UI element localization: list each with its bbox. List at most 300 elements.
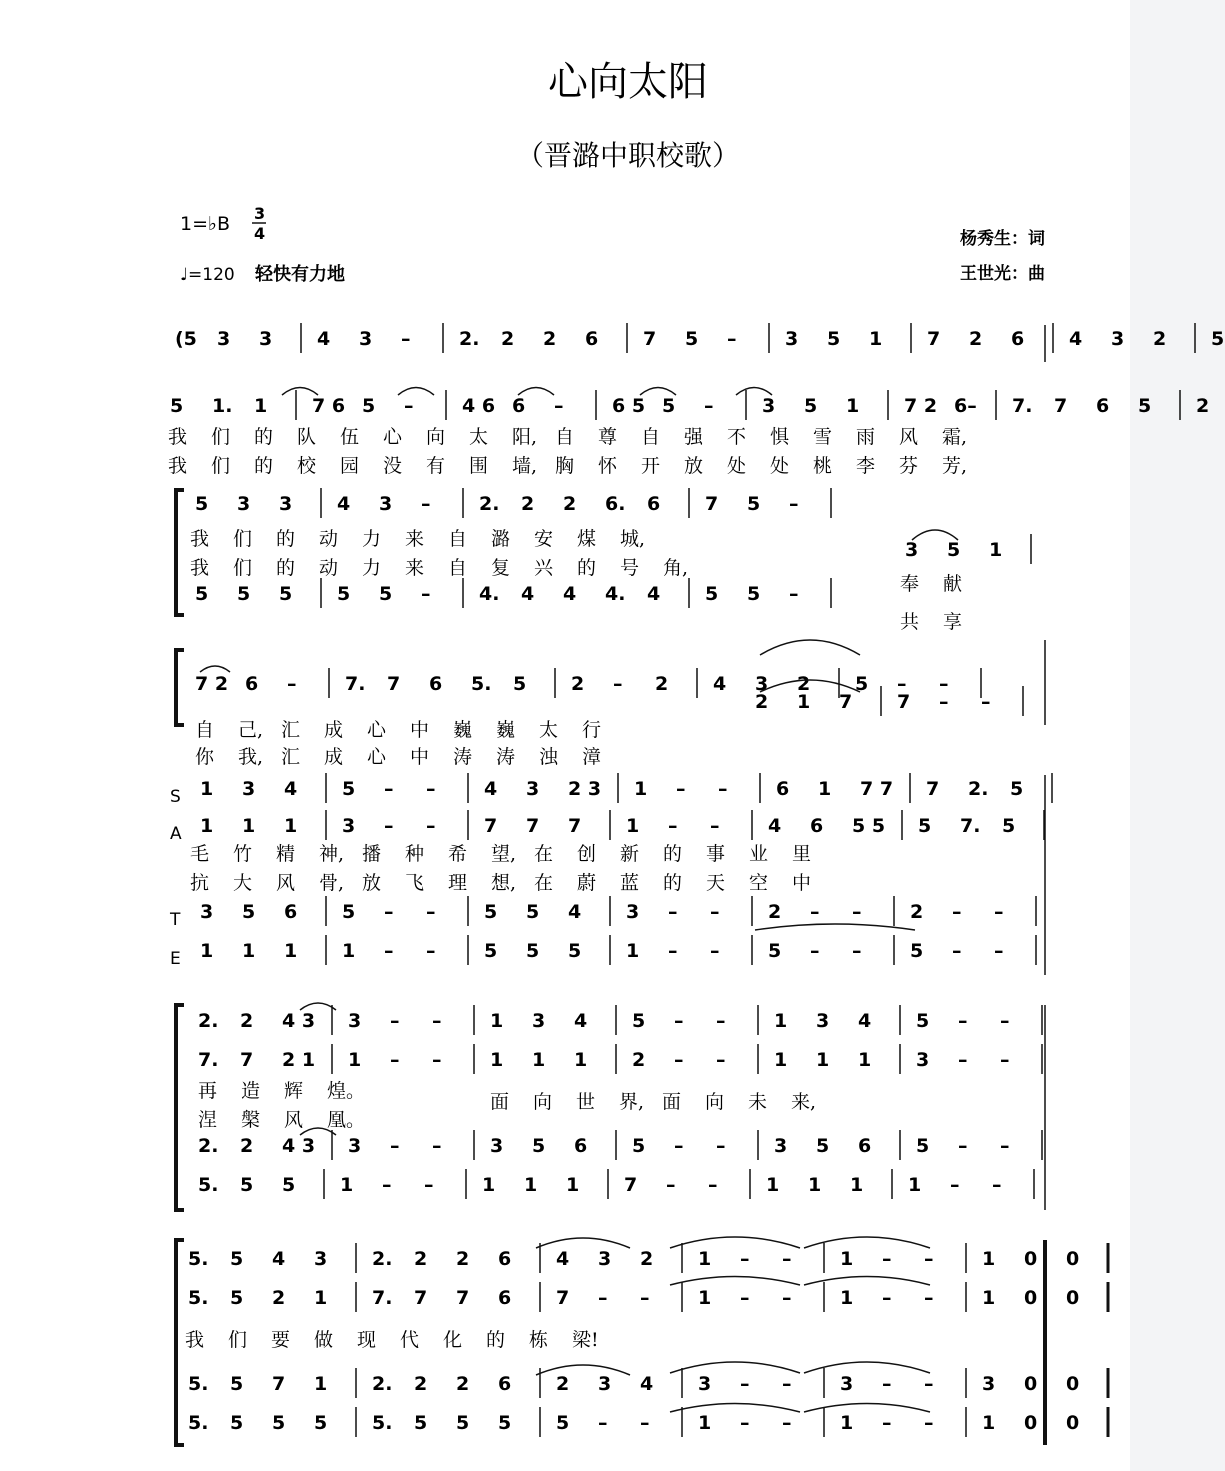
note: – — [924, 1373, 934, 1395]
lyric-char: 涅 — [198, 1109, 218, 1131]
note: 3 — [785, 328, 799, 350]
note: – — [958, 1135, 968, 1157]
lyric-char: 们 — [211, 426, 231, 448]
note: 1 — [626, 940, 640, 962]
note: 7 — [643, 328, 657, 350]
note: 4 — [647, 583, 661, 605]
note: – — [789, 493, 799, 515]
lyric-char: 放 — [684, 455, 704, 477]
note: 3 — [200, 901, 214, 923]
note: 1 — [808, 1174, 822, 1196]
lyric-char: 蔚 — [577, 872, 597, 894]
lyric-char: 心 — [383, 426, 403, 448]
note: 3 — [314, 1248, 328, 1270]
lyric-char: 的 — [276, 557, 296, 579]
lyric-char: 城, — [620, 528, 646, 550]
note: – — [421, 583, 431, 605]
note: – — [674, 1010, 684, 1032]
note: 2 — [456, 1248, 470, 1270]
note: – — [716, 1010, 726, 1032]
note: 6 — [776, 778, 790, 800]
note: 7 — [456, 1287, 470, 1309]
note: 1 — [774, 1049, 788, 1071]
lyric-char: 种 — [405, 843, 425, 865]
note: 3 — [916, 1049, 930, 1071]
note: 1 — [797, 691, 811, 713]
note: 1 — [566, 1174, 580, 1196]
note: 5 — [314, 1412, 328, 1434]
note: 2 — [556, 1373, 570, 1395]
note: 1 — [982, 1287, 996, 1309]
note: 7 — [927, 328, 941, 350]
note: – — [981, 691, 991, 713]
note: 1 — [698, 1412, 712, 1434]
note: 5 — [1002, 815, 1016, 837]
note: 5 — [230, 1287, 244, 1309]
lyric-char: 里 — [792, 843, 812, 865]
note: 1 — [818, 778, 832, 800]
lyric-char: 创 — [577, 843, 597, 865]
note: 4 — [272, 1248, 286, 1270]
note: – — [882, 1248, 892, 1270]
note: 5 — [513, 673, 527, 695]
note: 1 — [200, 940, 214, 962]
note: 1 — [348, 1049, 362, 1071]
note: 3 — [217, 328, 231, 350]
lyric-char: 角, — [663, 557, 689, 579]
note: – — [958, 1049, 968, 1071]
note: – — [554, 395, 564, 417]
note: – — [852, 940, 862, 962]
note: 7 — [556, 1287, 570, 1309]
lyric-char: 力 — [362, 528, 382, 550]
note: 7. — [198, 1049, 219, 1071]
note: 6 — [585, 328, 599, 350]
note: 3 — [982, 1373, 996, 1395]
note: 6 — [810, 815, 824, 837]
lyric-char: 向 — [533, 1091, 553, 1113]
lyric-char: 我, — [238, 746, 264, 768]
note: 1 — [200, 815, 214, 837]
note: 5 — [747, 583, 761, 605]
note: – — [676, 778, 686, 800]
note: 1 — [698, 1287, 712, 1309]
note: 1 — [982, 1248, 996, 1270]
note: 2 — [272, 1287, 286, 1309]
note: 5 — [568, 940, 582, 962]
note: 6 — [1096, 395, 1110, 417]
note: 5 — [827, 328, 841, 350]
note: 1 — [840, 1287, 854, 1309]
lyric-char: 处 — [727, 455, 747, 477]
note: 5 — [195, 493, 209, 515]
lyric-char: 雪 — [813, 426, 833, 448]
note: 0 — [1066, 1412, 1080, 1434]
note: 5 — [556, 1412, 570, 1434]
note: – — [939, 673, 949, 695]
note: 2 — [543, 328, 557, 350]
note: 0 — [1024, 1287, 1038, 1309]
note: – — [994, 901, 1004, 923]
lyric-char: 空 — [749, 872, 769, 894]
note: 4 — [713, 673, 727, 695]
note: 5 — [362, 395, 376, 417]
note: 7. — [372, 1287, 393, 1309]
lyric-char: 自 — [448, 528, 468, 550]
note: 5 — [804, 395, 818, 417]
note: 1 — [908, 1174, 922, 1196]
note: – — [952, 901, 962, 923]
note: – — [710, 940, 720, 962]
note: (5 — [175, 328, 197, 350]
lyric-char: 们 — [233, 557, 253, 579]
lyric-char: 胸 — [555, 455, 575, 477]
note: – — [1000, 1049, 1010, 1071]
note: – — [287, 673, 297, 695]
note: 5 — [662, 395, 676, 417]
lyric-char: 精 — [276, 843, 296, 865]
note: – — [421, 493, 431, 515]
note: 5 — [532, 1135, 546, 1157]
note: 3 — [1111, 328, 1125, 350]
note: 3 — [359, 328, 373, 350]
note: 5. — [471, 673, 492, 695]
note: 3 — [598, 1248, 612, 1270]
note: 5. — [188, 1287, 209, 1309]
note: 1 — [869, 328, 883, 350]
lyric-char: 汇 — [281, 746, 301, 768]
note: 5 — [498, 1412, 512, 1434]
lyric-char: 我 — [190, 557, 210, 579]
lyric-char: 希 — [448, 843, 468, 865]
note: 5 — [230, 1412, 244, 1434]
lyric-char: 惧 — [770, 426, 790, 448]
note: 5 — [379, 583, 393, 605]
lyric-char: 中 — [792, 872, 812, 894]
lyric-char: 向 — [705, 1091, 725, 1113]
note: – — [426, 940, 436, 962]
time-signature-top: 3 — [254, 204, 266, 223]
lyric-char: 涛 — [453, 746, 473, 768]
note: 3 — [905, 539, 919, 561]
note: – — [390, 1135, 400, 1157]
note: 5 — [816, 1135, 830, 1157]
time-signature-bottom: 4 — [254, 224, 266, 243]
lyric-char: 复 — [491, 557, 511, 579]
tempo-marking: ♩=120 — [180, 265, 235, 285]
note: 5 — [947, 539, 961, 561]
note: – — [716, 1135, 726, 1157]
note: – — [852, 901, 862, 923]
lyric-char: 巍 — [496, 719, 516, 741]
lyric-char: 力 — [362, 557, 382, 579]
note: 4 — [574, 1010, 588, 1032]
note: – — [598, 1412, 608, 1434]
lyric-char: 有 — [426, 455, 446, 477]
lyric-char: 自 — [448, 557, 468, 579]
lyric-char: 天 — [706, 872, 726, 894]
note: 1 — [574, 1049, 588, 1071]
note: 6– — [954, 395, 977, 417]
note: 5 — [242, 901, 256, 923]
note: 7. — [1012, 395, 1033, 417]
note: 7 — [526, 815, 540, 837]
note: 7 — [484, 815, 498, 837]
lyric-char: 心 — [367, 746, 387, 768]
note: 2 — [655, 673, 669, 695]
lyric-char: 的 — [254, 455, 274, 477]
lyric-char: 做 — [314, 1329, 334, 1351]
note: – — [404, 395, 414, 417]
note: – — [782, 1373, 792, 1395]
lyric-char: 兴 — [534, 557, 554, 579]
note: 4 — [1069, 328, 1083, 350]
lyric-char: 理 — [448, 872, 468, 894]
note: 2 — [768, 901, 782, 923]
note: 5 — [456, 1412, 470, 1434]
note: – — [727, 328, 737, 350]
lyric-char: 向 — [426, 426, 446, 448]
note: – — [782, 1412, 792, 1434]
note: – — [666, 1174, 676, 1196]
note: 6 — [498, 1287, 512, 1309]
note: 5 — [337, 583, 351, 605]
note: 5 — [414, 1412, 428, 1434]
note: – — [390, 1010, 400, 1032]
note: 5 — [855, 673, 869, 695]
lyric-char: 放 — [362, 872, 382, 894]
note: 3 — [626, 901, 640, 923]
lyric-char: 未 — [748, 1091, 768, 1113]
note: – — [882, 1373, 892, 1395]
note: 7 — [568, 815, 582, 837]
note: 1 — [846, 395, 860, 417]
lyric-char: 享 — [943, 611, 963, 633]
note: 5 — [916, 1135, 930, 1157]
note: – — [384, 940, 394, 962]
lyric-char: 我 — [185, 1329, 205, 1351]
composer-credit: 王世光：曲 — [960, 264, 1045, 284]
lyric-char: 骨, — [319, 872, 345, 894]
note: – — [939, 691, 949, 713]
note: – — [668, 815, 678, 837]
note: 5 — [279, 583, 293, 605]
lyric-char: 世 — [576, 1091, 596, 1113]
note: – — [882, 1287, 892, 1309]
lyric-char: 阳, — [512, 426, 538, 448]
note: 5 — [484, 901, 498, 923]
note: 5 — [282, 1174, 296, 1196]
note: 4 6 — [462, 395, 496, 417]
note: 1 — [490, 1010, 504, 1032]
lyric-char: 煌。 — [327, 1080, 366, 1102]
note: 2 — [414, 1373, 428, 1395]
lyric-char: 代 — [400, 1329, 420, 1351]
note: – — [810, 901, 820, 923]
note: 5 — [918, 815, 932, 837]
lyric-char: 播 — [362, 843, 382, 865]
lyric-char: 自 — [641, 426, 661, 448]
note: 4 — [337, 493, 351, 515]
note: 2. — [372, 1373, 393, 1395]
lyric-char: 的 — [276, 528, 296, 550]
note: 3 — [379, 493, 393, 515]
note: 1 — [524, 1174, 538, 1196]
note: 0 — [1024, 1412, 1038, 1434]
note: 6 — [284, 901, 298, 923]
note: 1 — [774, 1010, 788, 1032]
lyric-char: 竹 — [233, 843, 253, 865]
note: 1 — [698, 1248, 712, 1270]
note: 1 — [314, 1287, 328, 1309]
lyric-char: 们 — [211, 455, 231, 477]
note: 2 — [797, 673, 811, 695]
note: 5. — [188, 1248, 209, 1270]
note: – — [674, 1049, 684, 1071]
note: 0 — [1066, 1248, 1080, 1270]
lyric-char: 我 — [168, 455, 188, 477]
lyric-char: 太 — [539, 719, 559, 741]
note: 5 — [237, 583, 251, 605]
note: 1 — [532, 1049, 546, 1071]
note: – — [782, 1248, 792, 1270]
note: 7 2 — [904, 395, 938, 417]
note: – — [426, 901, 436, 923]
note: – — [426, 815, 436, 837]
lyric-char: 中 — [410, 746, 430, 768]
part-label-tenor: T — [170, 910, 181, 930]
note: 7 — [387, 673, 401, 695]
note: 5 — [1138, 395, 1152, 417]
note: 1 — [766, 1174, 780, 1196]
lyric-char: 李 — [856, 455, 876, 477]
note: 6 — [858, 1135, 872, 1157]
expression-marking: 轻快有力地 — [255, 264, 345, 285]
lyric-char: 你 — [195, 746, 215, 768]
note: 2. — [372, 1248, 393, 1270]
note: 2 — [240, 1010, 254, 1032]
lyric-char: 浊 — [539, 746, 559, 768]
note: 2 — [910, 901, 924, 923]
lyric-char: 成 — [324, 719, 344, 741]
note: 0 — [1024, 1373, 1038, 1395]
note: 4 3 — [282, 1010, 316, 1032]
note: – — [640, 1412, 650, 1434]
note: – — [1000, 1135, 1010, 1157]
lyric-char: 梁! — [572, 1329, 599, 1351]
key-signature: 1=♭B — [180, 213, 231, 235]
lyric-char: 自 — [195, 719, 215, 741]
note: – — [401, 328, 411, 350]
lyric-char: 再 — [198, 1080, 218, 1102]
note: 2 — [969, 328, 983, 350]
note: 3 — [816, 1010, 830, 1032]
note: 7 — [1054, 395, 1068, 417]
lyric-char: 芳, — [942, 455, 968, 477]
note: – — [952, 940, 962, 962]
lyric-char: 不 — [727, 426, 747, 448]
note: 2 1 — [282, 1049, 316, 1071]
lyric-char: 辉 — [284, 1080, 304, 1102]
note: 1 — [858, 1049, 872, 1071]
lyric-char: 成 — [324, 746, 344, 768]
note: 5 — [240, 1174, 254, 1196]
note: 3 — [242, 778, 256, 800]
lyric-char: 安 — [534, 528, 554, 550]
lyric-char: 飞 — [405, 872, 425, 894]
lyric-char: 自 — [555, 426, 575, 448]
lyric-char: 煤 — [577, 528, 597, 550]
lyric-char: 的 — [663, 843, 683, 865]
lyric-char: 凰。 — [327, 1109, 366, 1131]
note: 6 5 — [612, 395, 646, 417]
note: 4 — [284, 778, 298, 800]
note: 1 — [254, 395, 268, 417]
note: – — [882, 1412, 892, 1434]
note: 5 — [484, 940, 498, 962]
note: – — [432, 1010, 442, 1032]
note: – — [384, 901, 394, 923]
note: 7 2 — [195, 673, 229, 695]
note: 1 — [840, 1412, 854, 1434]
lyricist-credit: 杨秀生：词 — [960, 229, 1045, 249]
note: 0 — [1066, 1373, 1080, 1395]
note: 4 — [521, 583, 535, 605]
note: – — [716, 1049, 726, 1071]
note: 4 3 — [282, 1135, 316, 1157]
note: – — [740, 1287, 750, 1309]
note: 1 — [490, 1049, 504, 1071]
lyric-char: 来, — [791, 1091, 817, 1113]
note: 4 — [768, 815, 782, 837]
note: 5 — [230, 1373, 244, 1395]
lyric-char: 槃 — [241, 1109, 261, 1131]
lyric-char: 现 — [357, 1329, 377, 1351]
note: – — [382, 1174, 392, 1196]
lyric-char: 漳 — [582, 746, 602, 768]
note: – — [704, 395, 714, 417]
note: 5. — [188, 1373, 209, 1395]
note: 1. — [212, 395, 233, 417]
note: – — [424, 1174, 434, 1196]
lyric-char: 大 — [233, 872, 253, 894]
lyric-char: 动 — [319, 557, 339, 579]
note: 2 — [632, 1049, 646, 1071]
note: 5 5 — [852, 815, 886, 837]
note: 0 — [1066, 1287, 1080, 1309]
note: 1 — [626, 815, 640, 837]
lyric-char: 来 — [405, 528, 425, 550]
lyric-char: 队 — [297, 426, 317, 448]
lyric-char: 园 — [340, 455, 360, 477]
note: – — [897, 673, 907, 695]
note: 1 — [850, 1174, 864, 1196]
note: – — [710, 815, 720, 837]
part-label-alto: A — [170, 824, 182, 844]
note: 1 — [482, 1174, 496, 1196]
lyric-char: 想, — [491, 872, 517, 894]
note: – — [668, 940, 678, 962]
lyric-char: 我 — [190, 528, 210, 550]
note: 3 — [762, 395, 776, 417]
note: 7 6 — [312, 395, 346, 417]
lyric-char: 墙, — [512, 455, 538, 477]
note: 7. — [345, 673, 366, 695]
note: 5. — [372, 1412, 393, 1434]
score-subtitle: （晋潞中职校歌） — [515, 139, 741, 172]
note: 7 — [414, 1287, 428, 1309]
note: 3 — [774, 1135, 788, 1157]
